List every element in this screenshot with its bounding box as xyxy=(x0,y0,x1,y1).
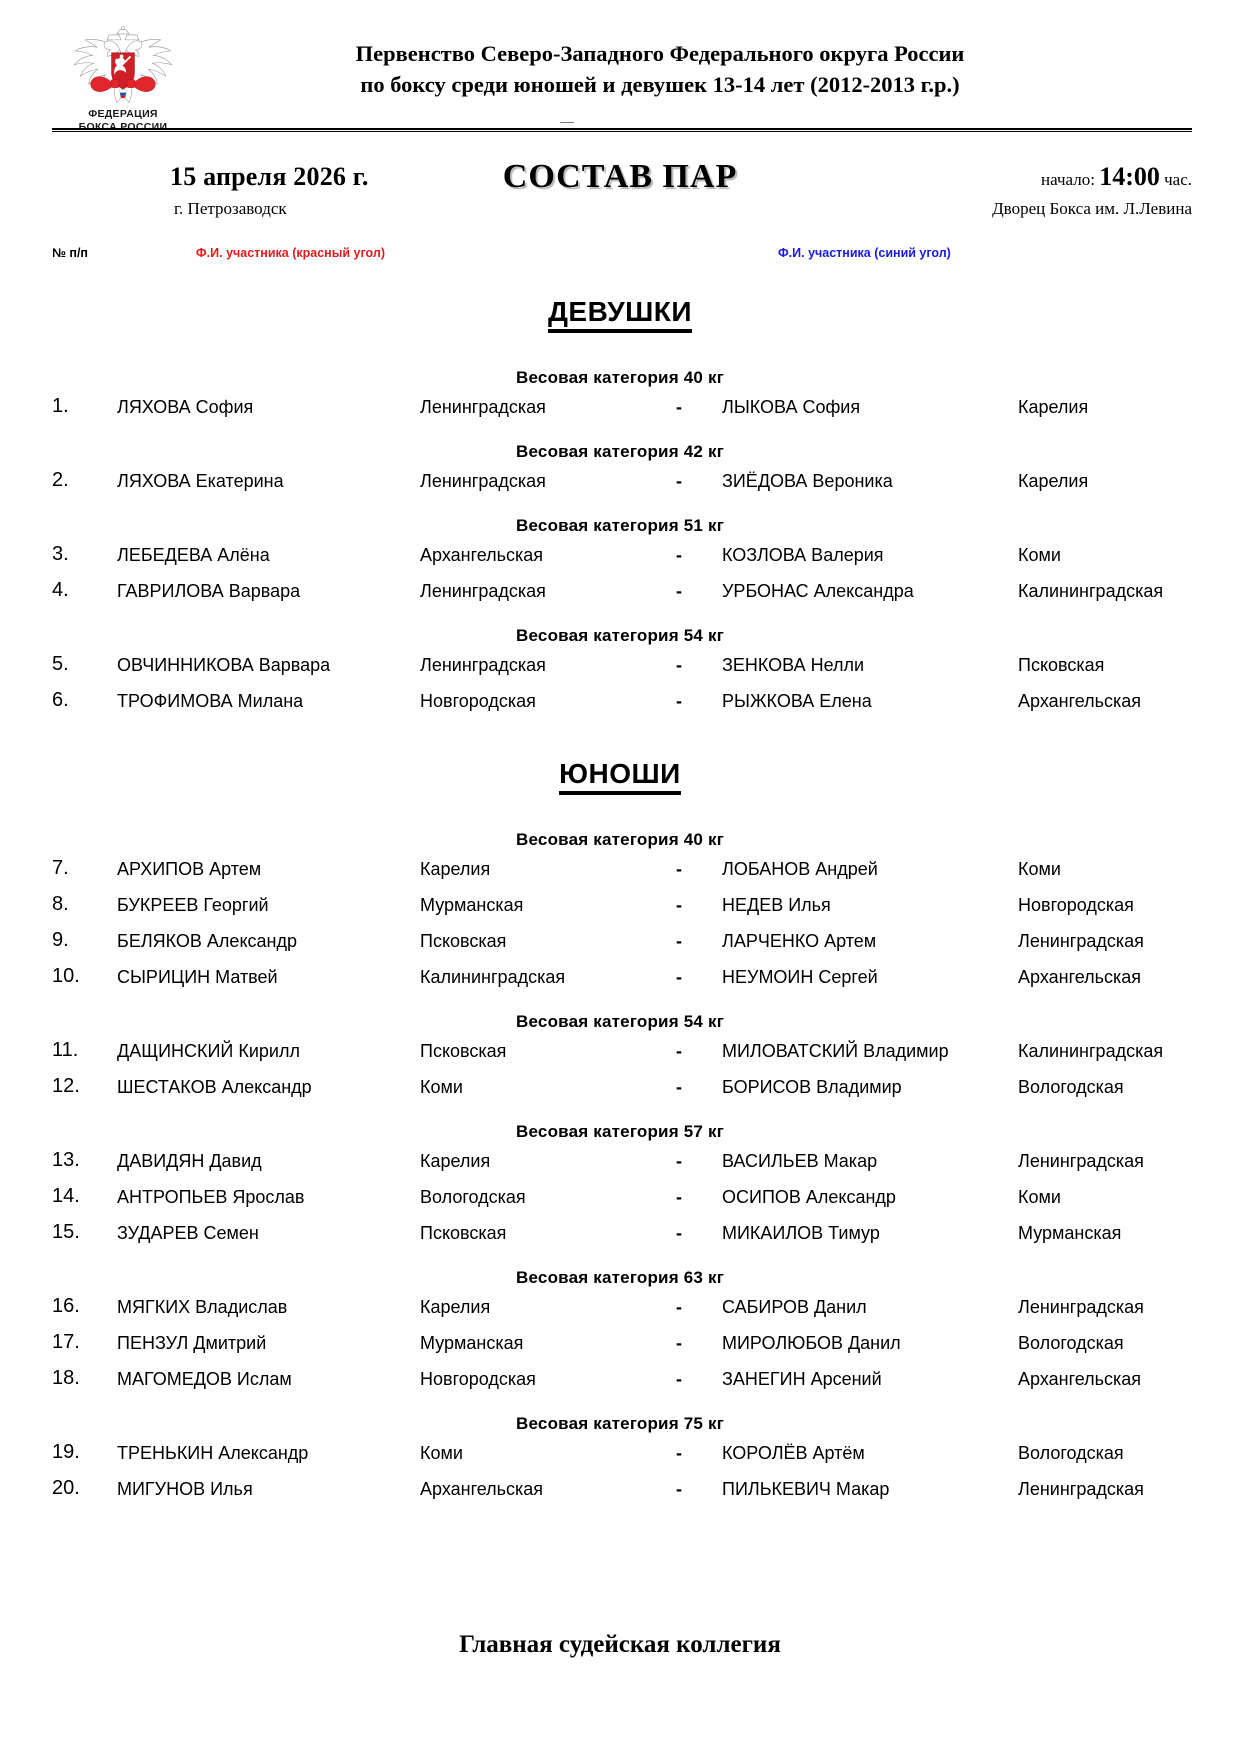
blue-corner-name: УРБОНАС Александра xyxy=(722,581,914,601)
red-corner-name: ЛЯХОВА София xyxy=(117,397,254,417)
bout-list xyxy=(0,296,1240,1510)
blue-corner-region: Калининградская xyxy=(1018,1041,1164,1061)
section-title-text: ДЕВУШКИ xyxy=(548,296,692,333)
blue-corner-name: НЕДЕВ Илья xyxy=(722,895,831,915)
versus-separator: - xyxy=(676,967,682,987)
section-title-boys xyxy=(0,758,1240,792)
bout-number: 12. xyxy=(52,1075,80,1097)
red-corner-name: БУКРЕЕВ Георгий xyxy=(117,895,269,915)
column-header-blue-corner: Ф.И. участника (синий угол) xyxy=(778,246,951,260)
red-corner-name: АРХИПОВ Артем xyxy=(117,859,262,879)
red-corner-name: ЛЯХОВА Екатерина xyxy=(117,471,284,491)
versus-separator: - xyxy=(676,895,682,915)
versus-separator: - xyxy=(676,1151,682,1171)
bout-number: 2. xyxy=(52,469,69,491)
blue-corner-region: Вологодская xyxy=(1018,1077,1124,1097)
event-title-line2: по боксу среди юношей и девушек 13-14 лет (2012-2013 г.р.) xyxy=(360,72,960,98)
red-corner-region: Новгородская xyxy=(420,1369,536,1389)
weight-category-label: Весовая категория 40 кг xyxy=(516,830,724,849)
bout-row xyxy=(0,392,1240,428)
red-corner-region: Вологодская xyxy=(420,1187,526,1207)
versus-separator: - xyxy=(676,691,682,711)
blue-corner-name: МИКАИЛОВ Тимур xyxy=(722,1223,880,1243)
bout-number: 16. xyxy=(52,1295,80,1317)
start-label: начало: xyxy=(1041,170,1095,189)
bout-row xyxy=(0,466,1240,502)
red-corner-region: Ленинградская xyxy=(420,471,546,491)
versus-separator: - xyxy=(676,1041,682,1061)
bout-row xyxy=(0,854,1240,890)
blue-corner-region: Архангельская xyxy=(1018,967,1142,987)
blue-corner-name: МИЛОВАТСКИЙ Владимир xyxy=(722,1041,949,1061)
section-title-text: ЮНОШИ xyxy=(559,758,681,795)
red-corner-region: Карелия xyxy=(420,859,491,879)
blue-corner-name: КОЗЛОВА Валерия xyxy=(722,545,884,565)
blue-corner-name: ВАСИЛЬЕВ Макар xyxy=(722,1151,878,1171)
meta-right-block xyxy=(992,162,1192,219)
weight-category-label: Весовая категория 63 кг xyxy=(516,1268,724,1287)
column-header-red-corner: Ф.И. участника (красный угол) xyxy=(196,246,385,260)
start-hour: 14:00 xyxy=(1099,162,1160,191)
bout-number: 5. xyxy=(52,653,69,675)
blue-corner-name: ЛАРЧЕНКО Артем xyxy=(722,931,877,951)
versus-separator: - xyxy=(676,1479,682,1499)
red-corner-name: СЫРИЦИН Матвей xyxy=(117,967,278,987)
bout-row xyxy=(0,926,1240,962)
weight-category-label: Весовая категория 54 кг xyxy=(516,1012,724,1031)
weight-category-label: Весовая категория 75 кг xyxy=(516,1414,724,1433)
red-corner-name: БЕЛЯКОВ Александр xyxy=(117,931,297,951)
document-header xyxy=(0,0,1240,142)
red-corner-region: Карелия xyxy=(420,1151,491,1171)
versus-separator: - xyxy=(676,655,682,675)
event-start-time xyxy=(992,162,1192,192)
event-title xyxy=(0,22,1240,100)
red-corner-name: МАГОМЕДОВ Ислам xyxy=(117,1369,292,1389)
red-corner-region: Калининградская xyxy=(420,967,566,987)
blue-corner-name: РЫЖКОВА Елена xyxy=(722,691,872,711)
versus-separator: - xyxy=(676,1369,682,1389)
blue-corner-name: НЕУМОИН Сергей xyxy=(722,967,878,987)
bout-row xyxy=(0,540,1240,576)
blue-corner-region: Ленинградская xyxy=(1018,1151,1144,1171)
blue-corner-region: Карелия xyxy=(1018,471,1089,491)
blue-corner-name: ОСИПОВ Александр xyxy=(722,1187,896,1207)
versus-separator: - xyxy=(676,581,682,601)
blue-corner-name: САБИРОВ Данил xyxy=(722,1297,867,1317)
bout-row xyxy=(0,1292,1240,1328)
red-corner-region: Карелия xyxy=(420,1297,491,1317)
bout-row xyxy=(0,890,1240,926)
versus-separator: - xyxy=(676,1333,682,1353)
red-corner-region: Ленинградская xyxy=(420,655,546,675)
blue-corner-region: Коми xyxy=(1018,859,1061,879)
bout-number: 8. xyxy=(52,893,69,915)
bout-row xyxy=(0,1146,1240,1182)
event-venue: Дворец Бокса им. Л.Левина xyxy=(992,199,1192,218)
versus-separator: - xyxy=(676,1297,682,1317)
section-spacer xyxy=(0,722,1240,734)
bout-number: 13. xyxy=(52,1149,80,1171)
blue-corner-name: МИРОЛЮБОВ Данил xyxy=(722,1333,901,1353)
event-title-line1: Первенство Северо-Западного Федерального округа России xyxy=(355,41,965,66)
bout-row xyxy=(0,650,1240,686)
red-corner-region: Новгородская xyxy=(420,691,536,711)
blue-corner-region: Архангельская xyxy=(1018,691,1142,711)
red-corner-region: Архангельская xyxy=(420,545,544,565)
bout-row xyxy=(0,576,1240,612)
bout-number: 18. xyxy=(52,1367,80,1389)
red-corner-name: ПЕНЗУЛ Дмитрий xyxy=(117,1333,267,1353)
bout-row xyxy=(0,1474,1240,1510)
bout-number: 19. xyxy=(52,1441,80,1463)
blue-corner-name: ПИЛЬКЕВИЧ Макар xyxy=(722,1479,890,1499)
weight-category-label: Весовая категория 42 кг xyxy=(516,442,724,461)
red-corner-name: ЗУДАРЕВ Семен xyxy=(117,1223,259,1243)
bout-row xyxy=(0,1328,1240,1364)
versus-separator: - xyxy=(676,1187,682,1207)
bout-number: 17. xyxy=(52,1331,80,1353)
blue-corner-region: Архангельская xyxy=(1018,1369,1142,1389)
weight-category-label: Весовая категория 57 кг xyxy=(516,1122,724,1141)
red-corner-name: ОВЧИННИКОВА Варвара xyxy=(117,655,331,675)
bout-row xyxy=(0,1182,1240,1218)
bout-number: 10. xyxy=(52,965,80,987)
blue-corner-name: ЛЫКОВА София xyxy=(722,397,861,417)
red-corner-name: ГАВРИЛОВА Варвара xyxy=(117,581,301,601)
bout-row xyxy=(0,1364,1240,1400)
bout-row xyxy=(0,686,1240,722)
blue-corner-region: Ленинградская xyxy=(1018,1297,1144,1317)
event-city: г. Петрозаводск xyxy=(174,199,287,218)
red-corner-name: ШЕСТАКОВ Александр xyxy=(117,1077,312,1097)
bout-row xyxy=(0,1036,1240,1072)
column-headers xyxy=(0,246,1240,272)
red-corner-region: Коми xyxy=(420,1077,463,1097)
column-header-number: № п/п xyxy=(52,246,88,260)
red-corner-name: ДАВИДЯН Давид xyxy=(117,1151,262,1171)
bout-row xyxy=(0,1218,1240,1254)
red-corner-name: ТРОФИМОВА Милана xyxy=(117,691,304,711)
blue-corner-region: Коми xyxy=(1018,545,1061,565)
blue-corner-region: Ленинградская xyxy=(1018,1479,1144,1499)
blue-corner-region: Новгородская xyxy=(1018,895,1134,915)
red-corner-name: ЛЕБЕДЕВА Алёна xyxy=(117,545,270,565)
bout-row xyxy=(0,1438,1240,1474)
bout-number: 11. xyxy=(52,1039,79,1061)
start-unit: час. xyxy=(1164,170,1192,189)
bout-number: 20. xyxy=(52,1477,80,1499)
header-divider xyxy=(52,128,1192,132)
weight-category-label: Весовая категория 54 кг xyxy=(516,626,724,645)
versus-separator: - xyxy=(676,1443,682,1463)
section-title-girls xyxy=(0,296,1240,330)
red-corner-region: Мурманская xyxy=(420,1333,524,1353)
red-corner-name: АНТРОПЬЕВ Ярослав xyxy=(117,1187,305,1207)
footer-signature: Главная судейская коллегия xyxy=(459,1631,781,1658)
blue-corner-region: Вологодская xyxy=(1018,1443,1124,1463)
bout-number: 7. xyxy=(52,857,69,879)
versus-separator: - xyxy=(676,931,682,951)
header-tick-mark xyxy=(560,122,574,123)
versus-separator: - xyxy=(676,859,682,879)
blue-corner-region: Псковская xyxy=(1018,655,1105,675)
document-title: СОСТАВ ПАР xyxy=(502,158,738,195)
red-corner-region: Ленинградская xyxy=(420,397,546,417)
bout-number: 4. xyxy=(52,579,69,601)
red-corner-name: ДАЩИНСКИЙ Кирилл xyxy=(117,1041,300,1061)
weight-category-label: Весовая категория 51 кг xyxy=(516,516,724,535)
red-corner-region: Псковская xyxy=(420,1041,507,1061)
versus-separator: - xyxy=(676,397,682,417)
blue-corner-name: ЛОБАНОВ Андрей xyxy=(722,859,878,879)
weight-category-label: Весовая категория 40 кг xyxy=(516,368,724,387)
bout-number: 1. xyxy=(52,395,69,417)
logo-caption-line2: БОКСА РОССИИ xyxy=(78,121,168,134)
blue-corner-region: Мурманская xyxy=(1018,1223,1122,1243)
versus-separator: - xyxy=(676,1077,682,1097)
blue-corner-region: Вологодская xyxy=(1018,1333,1124,1353)
bout-number: 9. xyxy=(52,929,69,951)
bout-number: 3. xyxy=(52,543,69,565)
red-corner-region: Архангельская xyxy=(420,1479,544,1499)
red-corner-name: МЯГКИХ Владислав xyxy=(117,1297,288,1317)
red-corner-name: МИГУНОВ Илья xyxy=(117,1479,253,1499)
logo-caption-line1: ФЕДЕРАЦИЯ xyxy=(88,108,158,120)
blue-corner-region: Карелия xyxy=(1018,397,1089,417)
blue-corner-region: Калининградская xyxy=(1018,581,1164,601)
double-headed-eagle-icon xyxy=(68,25,178,107)
blue-corner-region: Ленинградская xyxy=(1018,931,1144,951)
blue-corner-region: Коми xyxy=(1018,1187,1061,1207)
versus-separator: - xyxy=(676,1223,682,1243)
document-meta xyxy=(0,158,1240,240)
federation-logo xyxy=(62,25,184,134)
blue-corner-name: ЗАНЕГИН Арсений xyxy=(722,1369,882,1389)
event-date: 15 апреля 2026 г. xyxy=(170,162,369,191)
bout-number: 6. xyxy=(52,689,69,711)
red-corner-region: Псковская xyxy=(420,1223,507,1243)
red-corner-region: Псковская xyxy=(420,931,507,951)
blue-corner-name: ЗИЁДОВА Вероника xyxy=(722,471,893,491)
blue-corner-name: ЗЕНКОВА Нелли xyxy=(722,655,865,675)
bout-row xyxy=(0,962,1240,998)
red-corner-region: Мурманская xyxy=(420,895,524,915)
red-corner-name: ТРЕНЬКИН Александр xyxy=(117,1443,309,1463)
bout-row xyxy=(0,1072,1240,1108)
bout-number: 15. xyxy=(52,1221,80,1243)
blue-corner-name: КОРОЛЁВ Артём xyxy=(722,1443,865,1463)
blue-corner-name: БОРИСОВ Владимир xyxy=(722,1077,902,1097)
red-corner-region: Ленинградская xyxy=(420,581,546,601)
versus-separator: - xyxy=(676,471,682,491)
bout-number: 14. xyxy=(52,1185,80,1207)
red-corner-region: Коми xyxy=(420,1443,463,1463)
versus-separator: - xyxy=(676,545,682,565)
